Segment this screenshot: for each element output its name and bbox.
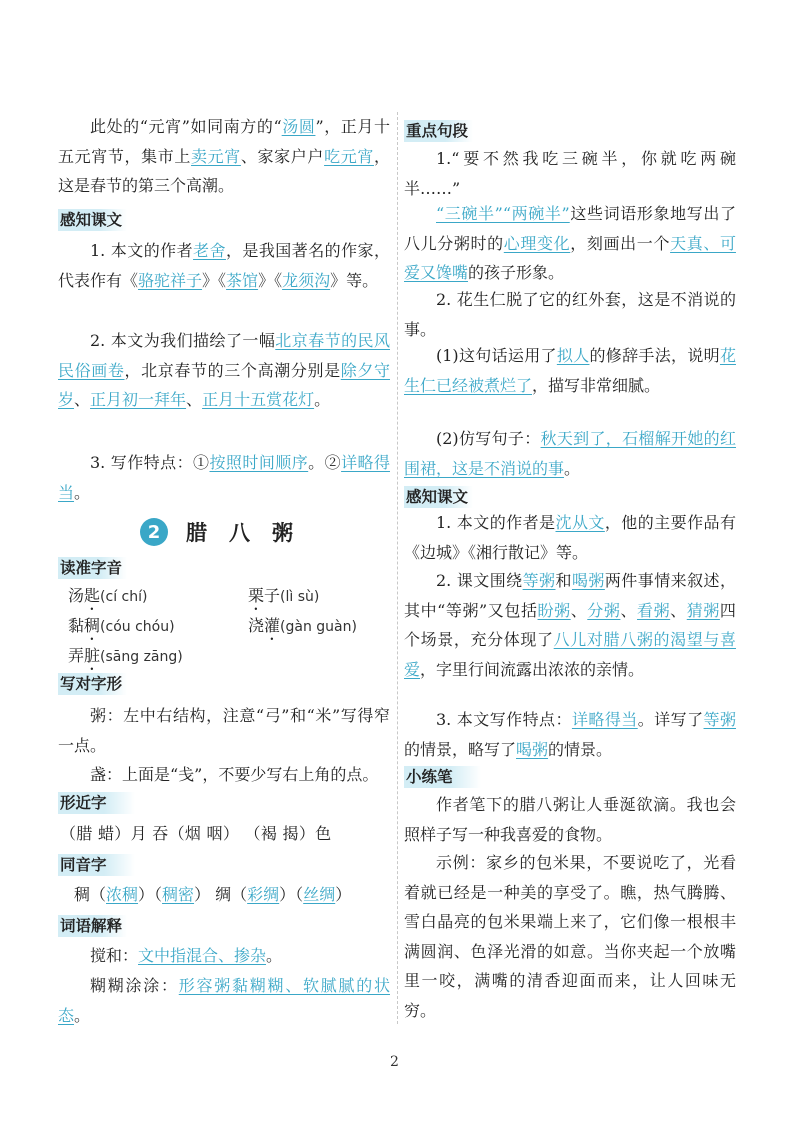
answer-author: 老舍 bbox=[193, 241, 226, 260]
pinyin-item-nianchou: 黏稠(cóu chóu) bbox=[68, 616, 175, 635]
pinyin-item-tangchi: 汤匙(cí chí) bbox=[68, 586, 148, 605]
ganzhi-item-1: 1. 本文的作者老舍，是我国著名的作家，代表作有《骆驼祥子》《茶馆》《龙须沟》等。 bbox=[58, 241, 390, 290]
xingjin-items: （腊 蜡）月 吞（烟 咽） （褐 揭）色 bbox=[60, 824, 332, 843]
zhongdian-sentence-1: 1.“要不然我吃三碗半，你就吃两碗半……” bbox=[404, 149, 736, 198]
zhongdian-analysis-2: (1)这句话运用了拟人的修辞手法，说明花生仁已经被煮烂了，描写非常细腻。 bbox=[404, 346, 736, 395]
page-number: 2 bbox=[390, 1054, 399, 1070]
lesson-number-badge: 2 bbox=[140, 518, 168, 546]
xiedui-zhou: 粥：左中右结构，注意“弓”和“米”写得窄一点。 bbox=[58, 706, 390, 755]
ganzhi2-item-1: 1. 本文的作者是沈从文，他的主要作品有《边城》《湘行散记》等。 bbox=[404, 513, 736, 562]
ganzhi2-item-3: 3. 本文写作特点：详略得当。详写了等粥的情景，略写了喝粥的情景。 bbox=[404, 710, 736, 759]
xiaolianbi-example: 示例：家乡的包米果，不要说吃了，光看着就已经是一种美的享受了。瞧，热气腾腾、雪白晶亮的包米果端上来了，它们像一根根丰满圆润、色泽光滑的如意。当你夹起一个放嘴里一咬，满嘴的清香迎面而来，让人回味无穷。 bbox=[404, 853, 736, 1020]
lesson-name: 腊八粥 bbox=[186, 521, 315, 545]
zhongdian-imitation: (2)仿写句子：秋天到了，石榴解开她的红围裙，这是不消说的事。 bbox=[404, 429, 736, 478]
answer-maiyuanxiao: 卖元宵 bbox=[191, 146, 241, 166]
heading-xingjinzi: 形近字 bbox=[58, 792, 135, 814]
ciyu-huhututu: 糊糊涂涂：形容粥黏糊糊、软腻腻的状态。 bbox=[58, 976, 390, 1025]
heading-ganzhi-kewen-2: 感知课文 bbox=[404, 486, 473, 508]
heading-xiedui-zixing: 写对字形 bbox=[58, 673, 127, 695]
pinyin-item-nongzang: 弄脏(sāng zāng) bbox=[68, 646, 183, 665]
intro-paragraph: 此处的“元宵”如同南方的“汤圆”，正月十五元宵节，集市上卖元宵、家家户户吃元宵，这是春节的第三个高潮。 bbox=[58, 117, 390, 195]
answer-chiyuanxiao: 吃元宵 bbox=[324, 146, 374, 166]
zhongdian-analysis-1: “三碗半”“两碗半”这些词语形象地写出了八儿分粥时的心理变化，刻画出一个天真、可爱又馋嘴的孩子形象。 bbox=[404, 204, 736, 282]
ciyu-jiaohe: 搅和：文中指混合、掺杂。 bbox=[90, 946, 283, 965]
answer-tangyuan: 汤圆 bbox=[281, 117, 316, 136]
zhongdian-sentence-2: 2. 花生仁脱了它的红外套，这是不消说的事。 bbox=[404, 290, 736, 339]
heading-zhongdian-juduan: 重点句段 bbox=[404, 120, 473, 142]
heading-tongyinzi: 同音字 bbox=[58, 854, 135, 876]
lesson-title bbox=[140, 516, 315, 548]
ganzhi-item-2: 2. 本文为我们描绘了一幅北京春节的民风民俗画卷，北京春节的三个高潮分别是除夕守岁、正月初一拜年、正月十五赏花灯。 bbox=[58, 331, 390, 409]
heading-ciyu-jieshi: 词语解释 bbox=[58, 915, 127, 937]
xiaolianbi-prompt: 作者笔下的腊八粥让人垂涎欲滴。我也会照样子写一种我喜爱的食物。 bbox=[404, 795, 736, 844]
heading-ganzhi-kewen: 感知课文 bbox=[58, 209, 127, 231]
heading-duzhun-ziyin: 读准字音 bbox=[58, 557, 127, 579]
heading-xiaolianbi: 小练笔 bbox=[404, 766, 481, 788]
pinyin-item-lizi: 栗子(lì sù) bbox=[248, 586, 320, 605]
xiedui-zhan: 盏：上面是“戋”，不要少写右上角的点。 bbox=[90, 765, 379, 784]
pinyin-item-jiaoguan: 浇灌(gàn guàn) bbox=[248, 616, 357, 635]
ganzhi2-item-2: 2. 课文围绕等粥和喝粥两件事情来叙述，其中“等粥”又包括盼粥、分粥、看粥、猜粥四个场景，充分体现了八儿对腊八粥的渴望与喜爱，字里行间流露出浓浓的亲情。 bbox=[404, 571, 736, 679]
ganzhi-item-3: 3. 写作特点：①按照时间顺序。②详略得当。 bbox=[58, 453, 390, 502]
tongyin-items: 稠（浓稠）（稠密） 绸（彩绸）（丝绸） bbox=[74, 885, 352, 904]
